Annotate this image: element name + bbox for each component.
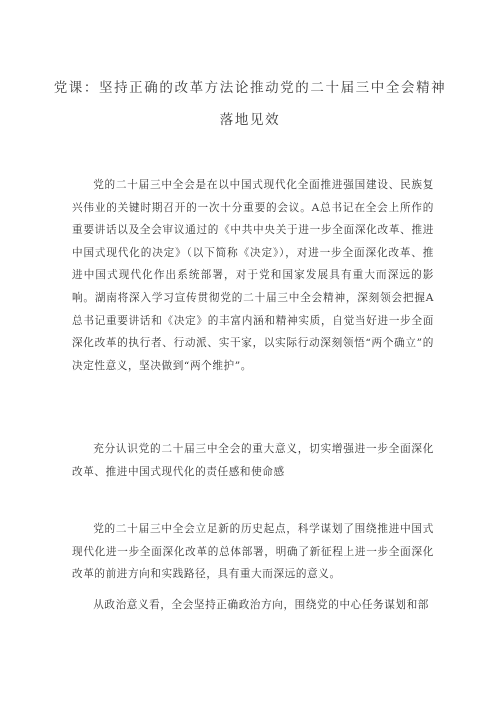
body-paragraph-section: 党的二十届三中全会立足新的历史起点，科学谋划了围绕推进中国式现代化进一步全面深化改革的总体部署，明确了新征程上进一步全面深化改革的前进方向和实践路径，具有重大而深远的意义。 [72, 523, 434, 581]
body-paragraph-intro: 党的二十届三中全会是在以中国式现代化全面推进强国建设、民族复兴伟业的关键时期召开的一次十分重要的会议。A总书记在全会上所作的重要讲话以及全会审议通过的《中共中央关于进一步全面深化改革、推进中国式现代化的决定》（以下简称《决定》），对进一步全面深化改革、推进中国式现代化作出系统部署，对于党和国家发展具有重大而深远的影响。湖南将深入学习宣传贯彻党的二十届三中全会精神，深刻领会把握A总书记重要讲话和《决定》的丰富内涵和精神实质，自觉当好进一步全面深化改革的执行者、行动派、实干家，以实际行动深刻领悟“两个确立”的决定性意义，坚决做到“两个维护”。 [72, 179, 434, 372]
section-heading: 充分认识党的二十届三中全会的重大意义，切实增强进一步全面深化改革、推进中国式现代化的责任感和使命感 [72, 443, 434, 478]
document-title-line-2: 落地见效 [219, 112, 281, 128]
document-title-line-1: 党课：坚持正确的改革方法论推动党的二十届三中全会精神 [53, 80, 447, 96]
body-paragraph-political: 从政治意义看，全会坚持正确政治方向，围绕党的中心任务谋划和部 [93, 599, 429, 611]
